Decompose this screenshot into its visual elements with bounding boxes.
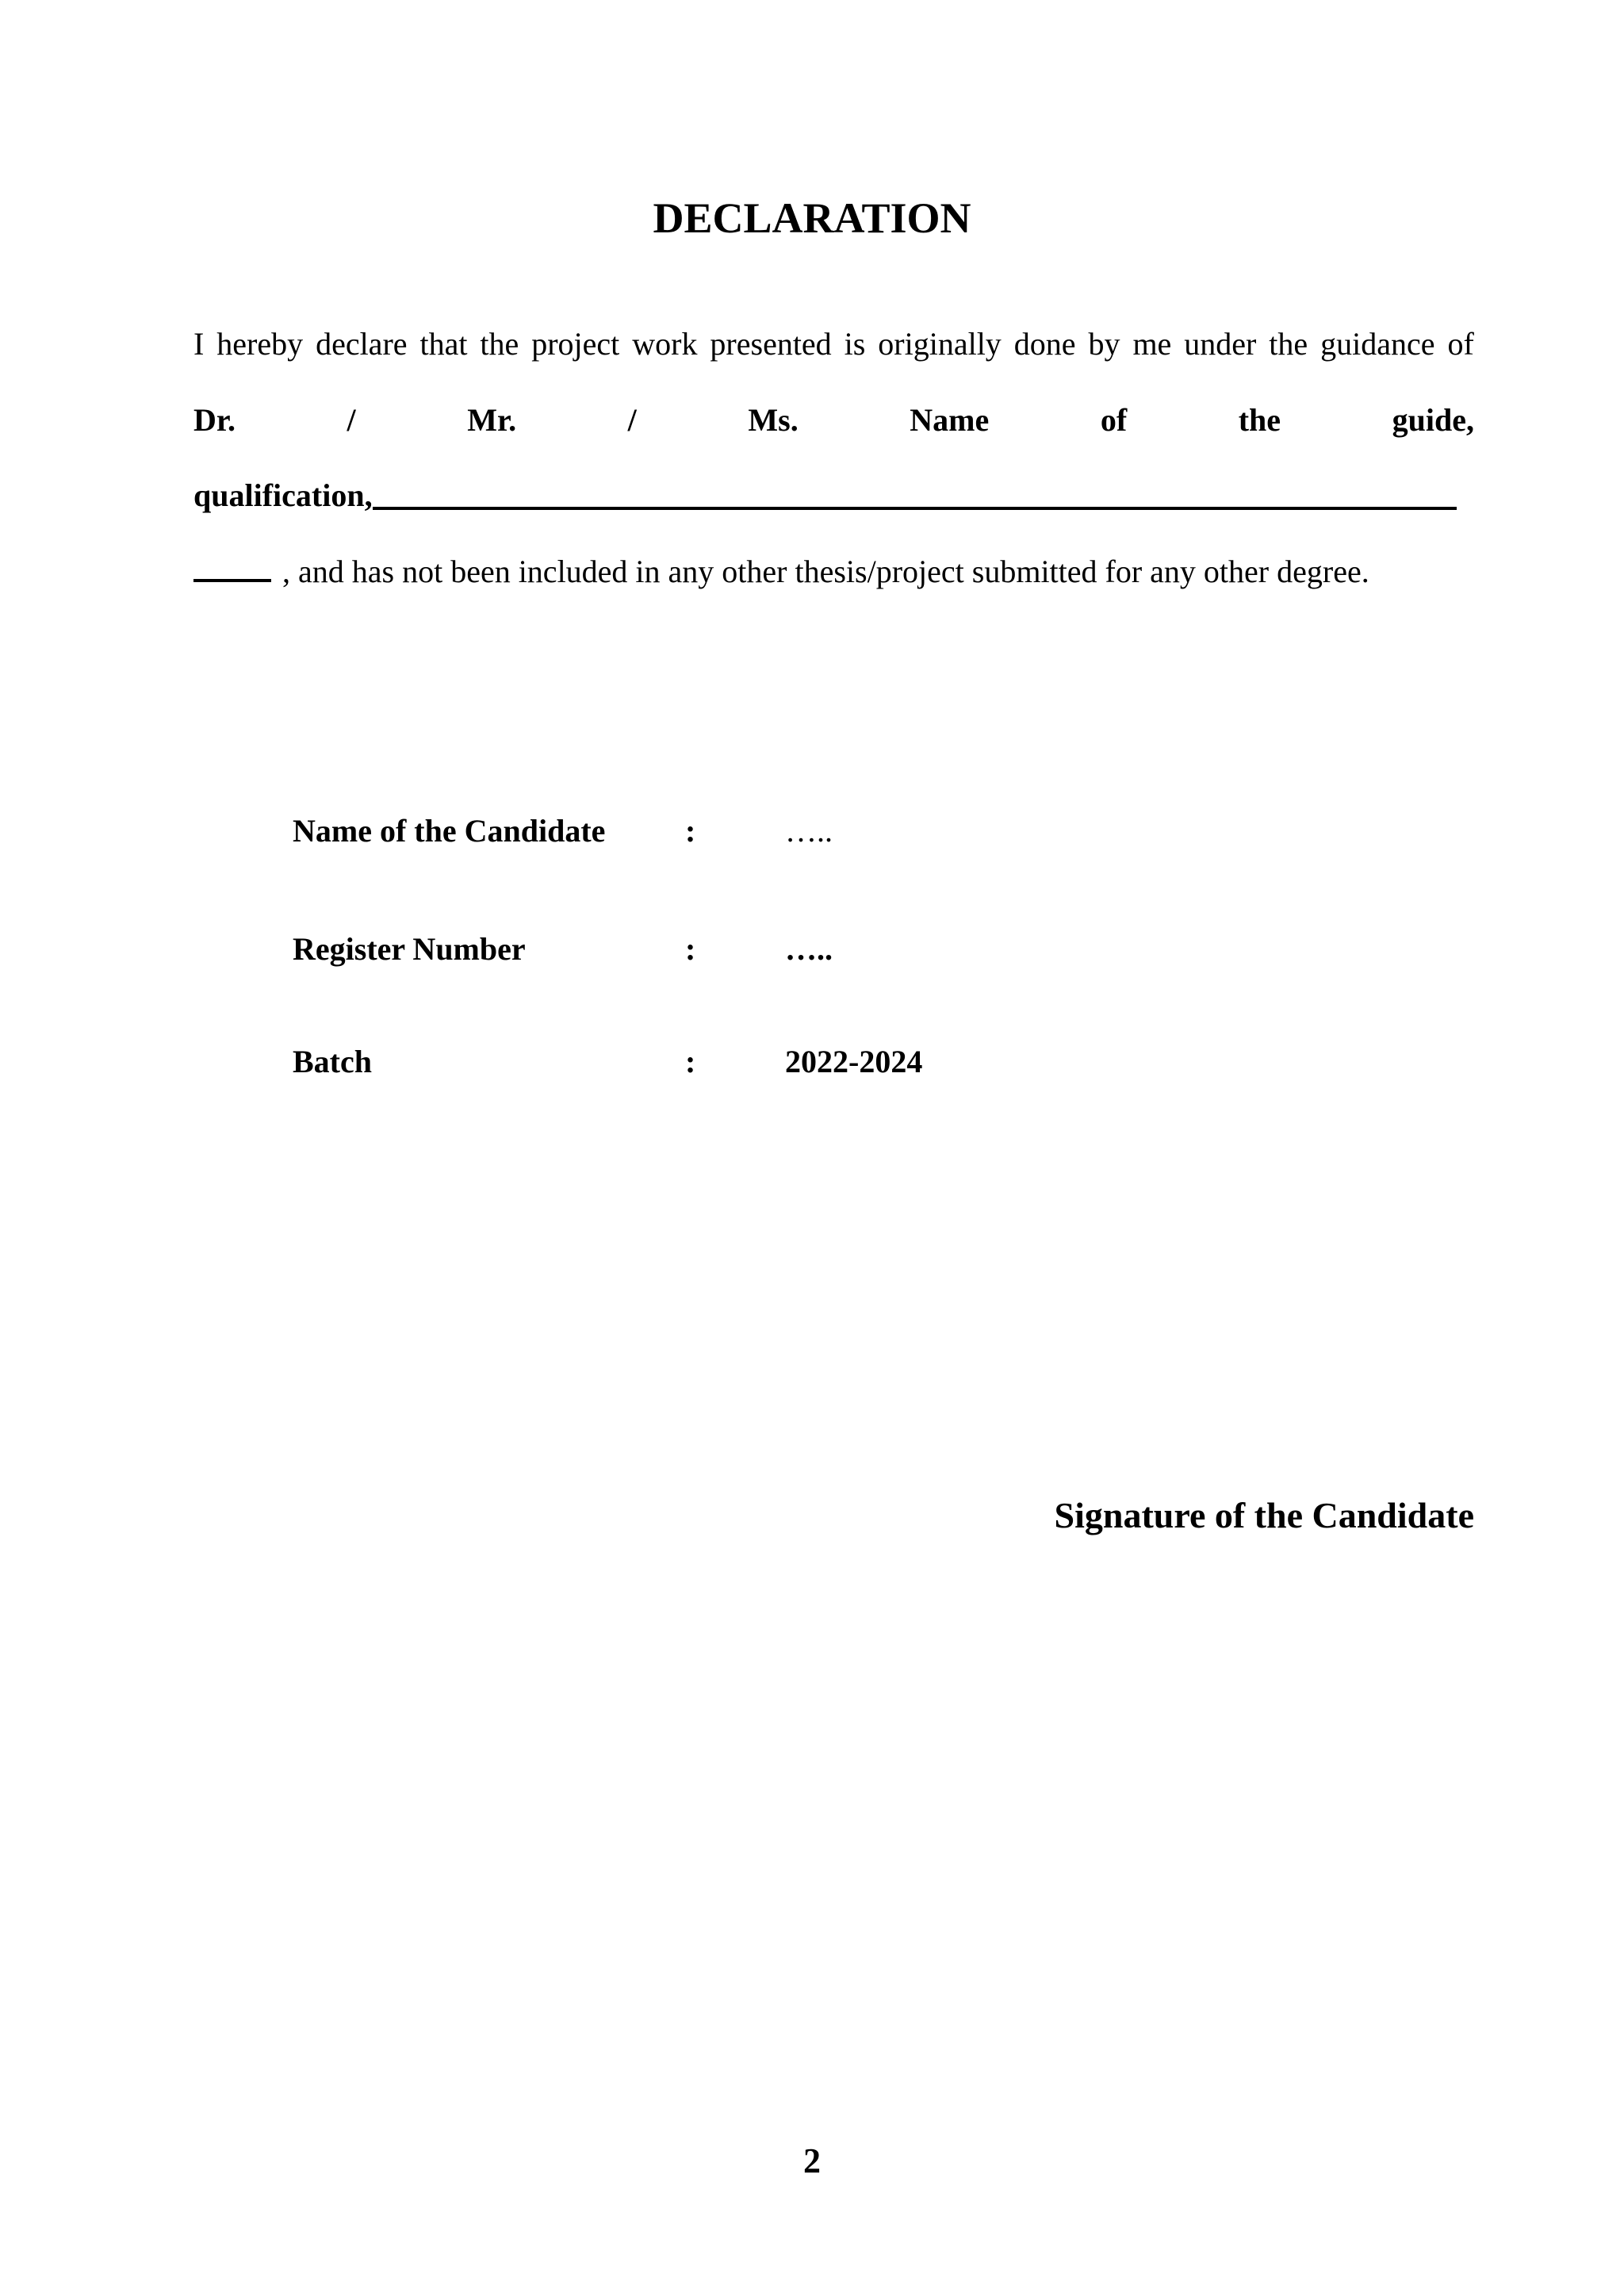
word: the [480,326,519,362]
field-colon: : [685,1044,696,1079]
word: / [347,402,356,438]
field-colon: : [685,813,696,849]
word: hereby [216,326,304,362]
continuation-blank [193,549,271,582]
word: / [627,402,637,438]
word: of [1100,402,1128,438]
qualification-blank [373,475,1457,510]
word: by [1088,326,1120,362]
declaration-line-1 [193,322,1474,366]
page-number: 2 [803,2141,821,2180]
field-label: Register Number [293,931,526,967]
field-label: Name of the Candidate [293,813,606,849]
word: I [193,326,205,362]
word: Ms. [748,402,799,438]
word: the [1269,326,1308,362]
field-value: ….. [785,813,833,849]
word: under [1184,326,1257,362]
word: Mr. [467,402,517,438]
declaration-line-4-text: , and has not been included in any other thesis/project submitted for any other degree. [282,554,1369,589]
word: is [844,326,866,362]
word: Name [910,402,990,438]
word: declare [316,326,408,362]
word: done [1013,326,1076,362]
field-colon: : [685,931,696,967]
declaration-line-2 [193,398,1474,443]
word: guide, [1392,402,1474,438]
field-value: 2022-2024 [785,1044,923,1079]
word: originally [878,326,1002,362]
field-label: Batch [293,1044,372,1079]
word: work [632,326,698,362]
declaration-line-4 [193,549,1474,594]
declaration-line-3 [193,473,1474,518]
word: presented [710,326,832,362]
word: of [1447,326,1474,362]
qualification-label: qualification, [193,477,373,513]
word: Dr. [193,402,236,438]
word: me [1132,326,1172,362]
word: that [419,326,468,362]
word: project [531,326,620,362]
field-value: ….. [785,931,833,967]
signature-label: Signature of the Candidate [1054,1495,1474,1535]
word: the [1238,402,1281,438]
word: guidance [1320,326,1435,362]
page-title: DECLARATION [653,194,971,242]
